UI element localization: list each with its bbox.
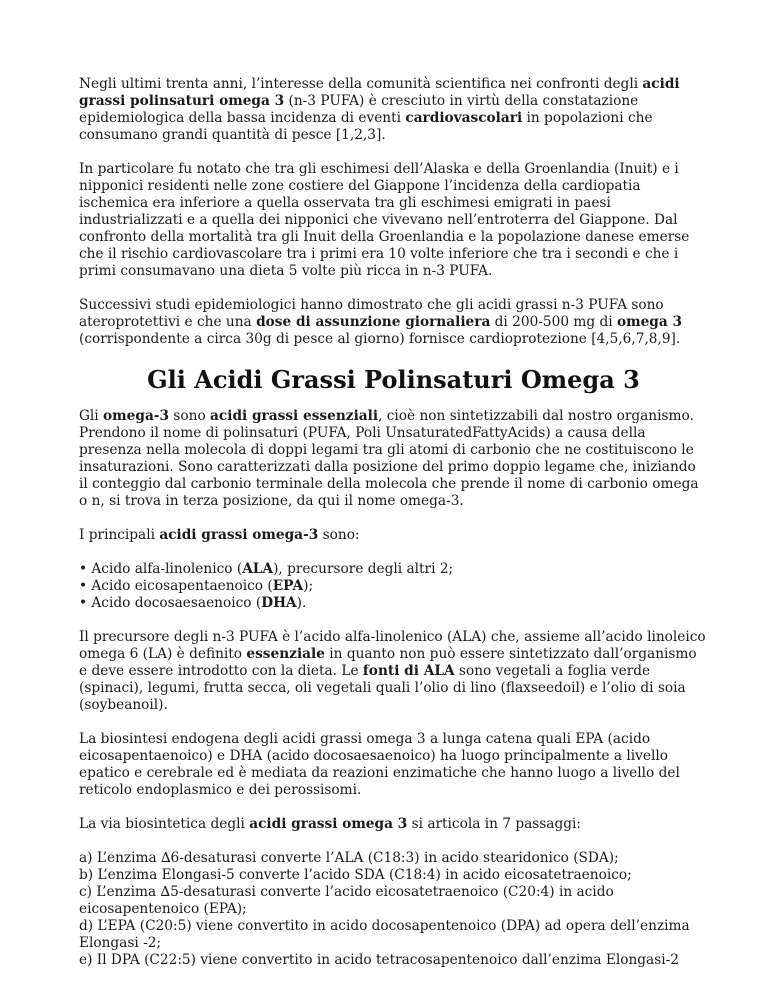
precursor-paragraph: Il precursore degli n-3 PUFA è l’acido alfa-linolenico (ALA) che, assieme all’acido linoleico omega 6 (LA) è definito essenziale in quanto non può essere sintetizzato dall’organismo e deve essere introdotto con la dieta. Le fonti di ALA sono vegetali a foglia verde (spinaci), legumi, frutta secca, oli vegetali quali l’olio di lino (flaxseedoil) e l’olio di soia (soybeanoil). (79, 629, 706, 713)
pathway-intro: La via biosintetica degli acidi grassi omega 3 si articola in 7 passaggi: (79, 816, 581, 832)
bold-term: cardiovascolari (405, 110, 523, 126)
main-acids-intro: I principali acidi grassi omega-3 sono: (79, 527, 360, 543)
bold-term: fonti di ALA (362, 663, 455, 679)
step-item: e) Il DPA (C22:5) viene convertito in acido tetracosapentenoico dall’enzima Elongasi-2 (79, 952, 679, 968)
list-item: • Acido eicosapentaenoico (EPA); (79, 578, 314, 594)
acids-list (79, 561, 708, 612)
step-item: d) L’EPA (C20:5) viene convertito in acido docosapentenoico (DPA) ad opera dell’enzima Elongasi -2; (79, 918, 690, 951)
step-item: a) L’enzima ∆6-desaturasi converte l’ALA (C18:3) in acido stearidonico (SDA); (79, 850, 619, 866)
bold-term: acidi grassi omega 3 (249, 816, 408, 832)
step-item: c) L’enzima ∆5-desaturasi converte l’acido eicosatetraenoico (C20:4) in acido eicosapentenoico (EPA); (79, 884, 614, 917)
bold-term: acidi grassi polinsaturi omega 3 (79, 76, 680, 109)
step-item: b) L’enzima Elongasi-5 converte l’acido SDA (C18:4) in acido eicosatetraenoico; (79, 867, 632, 883)
section-heading: Gli Acidi Grassi Polinsaturi Omega 3 (147, 365, 640, 394)
bold-term: omega-3 (103, 408, 170, 424)
studies-paragraph: Successivi studi epidemiologici hanno dimostrato che gli acidi grassi n-3 PUFA sono ateroprotettivi e che una dose di assunzione giornaliera di 200-500 mg di omega 3 (corrispondente a circa 30g di pesce al giorno) fornisce cardioprotezione [4,5,6,7,8,9]. (79, 297, 683, 347)
bold-term: acidi grassi essenziali (210, 408, 379, 424)
bold-term: acidi grassi omega-3 (159, 527, 319, 543)
pathway-steps (79, 850, 708, 969)
bold-term: dose di assunzione giornaliera (256, 314, 491, 330)
biosynthesis-paragraph: La biosintesi endogena degli acidi grassi omega 3 a lunga catena quali EPA (acido eicosapentaenoico) e DHA (acido docosaesaenoico) ha luogo principalmente a livello epatico e cerebrale ed è mediata da reazioni enzimatiche che hanno luogo a livello del reticolo endoplasmico e dei perossisomi. (79, 731, 680, 798)
intro-paragraph: Negli ultimi trenta anni, l’interesse della comunità scientifica nei confronti degli acidi grassi polinsaturi omega 3 (n-3 PUFA) è cresciuto in virtù della constatazione epidemiologica della bassa incidenza di eventi cardiovascolari in popolazioni che consumano grandi quantità di pesce [1,2,3]. (79, 76, 680, 143)
inuit-paragraph: In particolare fu notato che tra gli eschimesi dell’Alaska e della Groenlandia (Inuit) e i nipponici residenti nelle zone costiere del Giappone l’incidenza della cardiopatia ischemica era inferiore a quella osservata tra gli eschimesi emigrati in paesi industrializzati e a quella dei nipponici che vivevano nell’entroterra del Giappone. Dal confronto della mortalità tra gli Inuit della Groenlandia e la popolazione danese emerse che il rischio cardiovascolare tra i primi era 10 volte inferiore che tra i secondi e che i primi consumavano una dieta 5 volte più ricca in n-3 PUFA. (79, 161, 690, 279)
bold-term: essenziale (246, 646, 325, 662)
bold-term: omega 3 (616, 314, 683, 330)
definition-paragraph: Gli omega-3 sono acidi grassi essenziali, cioè non sintetizzabili dal nostro organismo. Prendono il nome di polinsaturi (PUFA, Poli UnsaturatedFattyAcids) a causa della presenza nella molecola di doppi legami tra gli atomi di carbonio che ne costituiscono le insaturazioni. Sono caratterizzati dalla posizione del primo doppio legame che, iniziando il conteggio dal carbonio terminale della molecola che prende il nome di carbonio omega o n, si trova in terza posizione, da qui il nome omega-3. (79, 408, 699, 509)
list-item: • Acido alfa-linolenico (ALA), precursore degli altri 2; (79, 561, 454, 577)
list-item: • Acido docosaesaenoico (DHA). (79, 595, 307, 611)
